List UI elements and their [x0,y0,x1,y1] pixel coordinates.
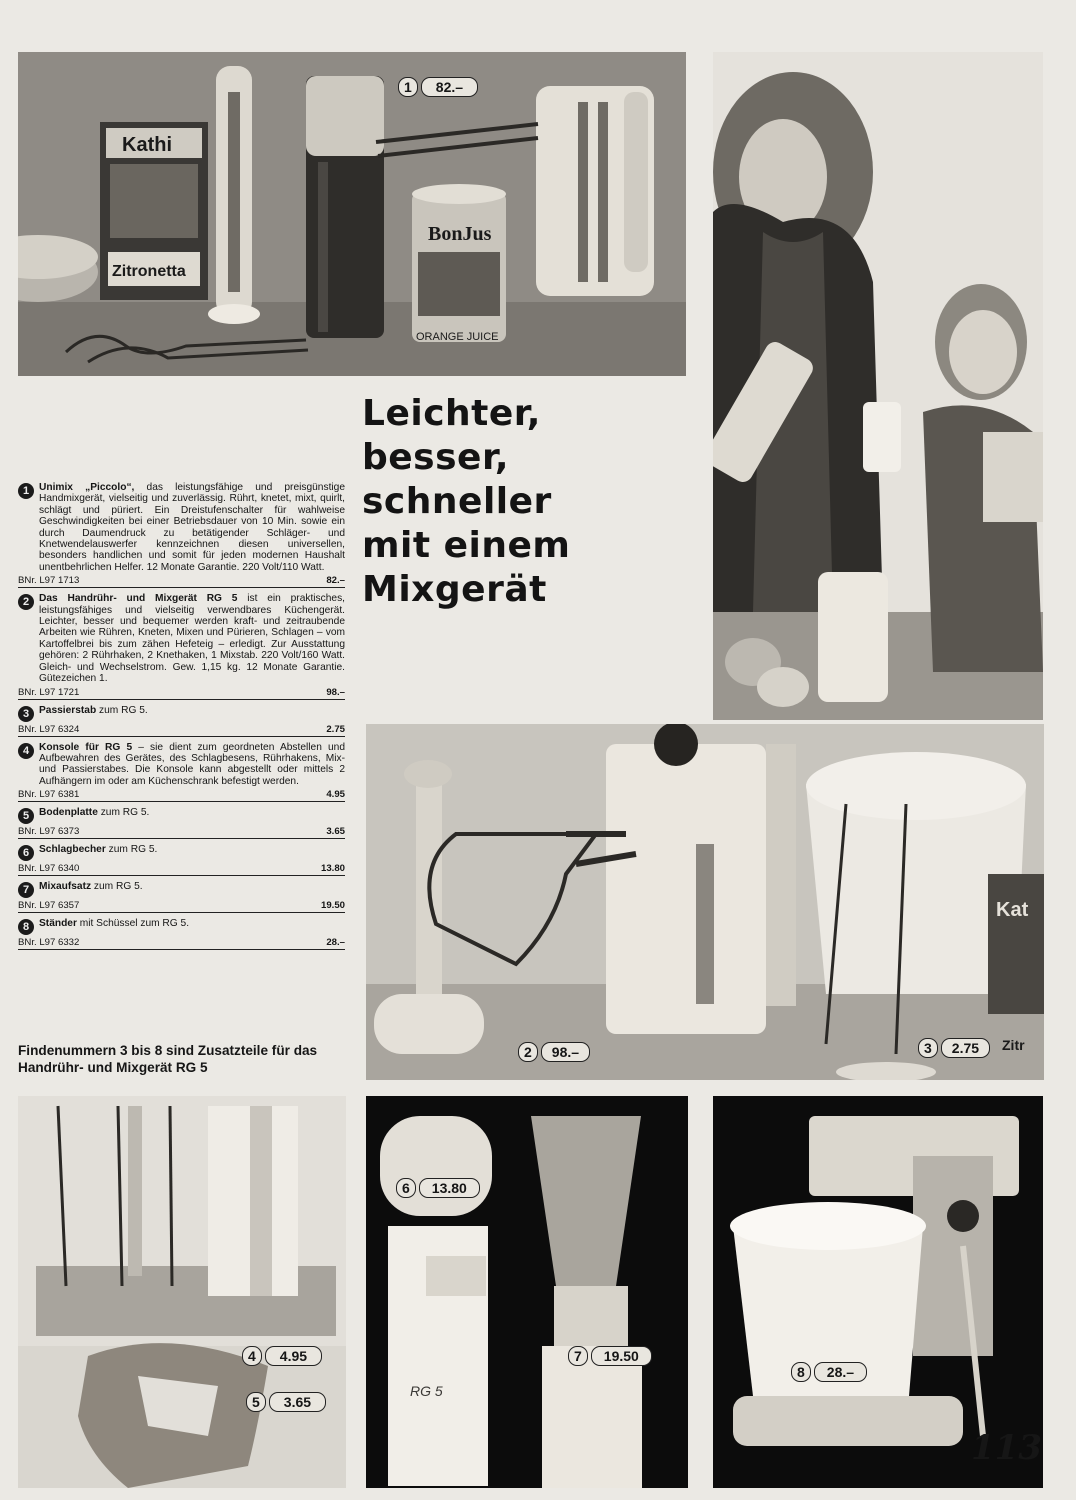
headline [362,392,570,612]
order-line [18,861,345,876]
item-description [39,705,148,716]
order-line [18,898,345,913]
list-item [18,881,345,913]
price-tag-price: 13.80 [419,1178,480,1198]
price-tag-number: 1 [398,77,418,97]
bonjus-label: BonJus [428,223,492,245]
item-desc-text: zum RG 5. [96,704,148,716]
item-number-badge: 2 [18,594,34,610]
list-item [18,807,345,839]
item-description [39,807,149,818]
item-name: Mixaufsatz [39,881,92,893]
price-tag-number: 5 [246,1392,266,1412]
photo-mother-and-child [713,52,1043,720]
order-line [18,935,345,950]
order-number: BNr. L97 6381 [18,789,80,801]
kathi-box-label: Kathi [122,134,172,156]
price-tag-price: 28.– [814,1362,867,1382]
item-price: 82.– [326,575,345,587]
item-name: Das Handrühr- und Mixgerät RG 5 [39,593,238,605]
item-desc-text: ist ein praktisches, leistungsfähiges und vielseitig verwendbares Küchengerät. Leichter, besser und bequemer werden kraft- und zeitraubende Arbeiten wie Rühren, Kneten, Mixen und Pürieren, Schlagen – vom Kartoffelbrei bis zum zähen Hefeteig – erledigt. Zur Ausstattung gehören: 2 Rührhaken, 2 Knethaken, 1 Mixstab. 220 Volt/160 Watt. Gleich- und Wechselstrom. Gew. 1,15 kg. 12 Monate Garantie. Gütezeichen 1. [39,593,345,685]
item-price: 19.50 [320,900,345,912]
item-price: 98.– [326,686,345,698]
price-tag-number: 3 [918,1038,938,1058]
item-name: Passierstab [39,704,97,716]
price-tag-number: 7 [568,1346,588,1366]
order-line [18,824,345,839]
orange-juice-label: ORANGE JUICE [416,331,499,343]
price-tag-6 [396,1178,480,1198]
order-number: BNr. L97 6332 [18,937,80,949]
price-tag-number: 6 [396,1178,416,1198]
price-tag-price: 19.50 [591,1346,652,1366]
item-name: Konsole für RG 5 [39,741,133,753]
order-number: BNr. L97 6340 [18,863,80,875]
footnote: Findenummern 3 bis 8 sind Zusatzteile für das Handrühr- und Mixgerät RG 5 [18,1043,318,1075]
item-number-badge: 1 [18,483,34,499]
rg5-brand-label: RG 5 [410,1383,443,1399]
price-tag-price: 3.65 [269,1392,326,1412]
list-item [18,844,345,876]
price-tag-price: 2.75 [941,1038,990,1058]
item-description [39,918,189,929]
item-list [18,482,345,955]
item-price: 3.65 [326,826,345,838]
headline-line: schneller [362,481,552,522]
item-number-badge: 7 [18,882,34,898]
price-tag-7 [568,1346,652,1366]
price-tag-5 [246,1392,326,1412]
item-price: 28.– [326,937,345,949]
page-number: 113 [971,1428,1042,1468]
list-item [18,482,345,588]
photo-product-lineup [18,52,686,376]
list-item [18,918,345,950]
item-number-badge: 3 [18,706,34,722]
price-tag-price: 82.– [421,77,478,97]
headline-line: Leichter, [362,393,541,434]
photo-beater-cup-blender [366,1096,688,1488]
item-number-badge: 6 [18,845,34,861]
headline-line: Mixgerät [362,569,547,610]
headline-line: besser, [362,437,510,478]
item-desc-text: das leistungsfähige und preisgünstige Handmixgerät, vielseitig und zuverlässig. Rührt, knetet, mixt, quirlt, schlägt und püriert. Ein Dreistufenschalter für wahlweise Geschwindigkeiten bei einer Betriebsdauer von 10 Min. sowie ein durch Daumendruck zu betätigender Schläger- und Knetwendelauswerfer kennzeichnen diesen universellen, besonders handlichen und somit für jeden modernen Haushalt unentbehrlichen Helfer. 12 Monate Garantie. 220 Volt/110 Watt. [39,482,345,573]
order-number: BNr. L97 6357 [18,900,80,912]
order-line [18,722,345,737]
price-tag-8 [791,1362,867,1382]
kathi-box-label-2: Kat [996,899,1029,921]
item-description [39,482,345,573]
price-tag-2 [518,1042,590,1062]
item-number-badge: 4 [18,743,34,759]
item-description [39,742,345,788]
item-desc-text: – sie dient zum geordneten Abstellen und Aufbewahren des Gerätes, des Schlagbesens, Rührhakens, Mix- und Passierstabes. Die Konsole kann abgestellt oder mittels 2 Aufhängern im oder am Küchenschrank befestigt werden. [39,741,345,787]
order-number: BNr. L97 6324 [18,723,80,735]
item-desc-text: mit Schüssel zum RG 5. [76,918,190,930]
order-number: BNr. L97 6373 [18,826,80,838]
headline-line: mit einem [362,525,571,566]
item-number-badge: 8 [18,919,34,935]
item-name: Bodenplatte [39,807,98,819]
order-line [18,685,345,700]
price-tag-4 [242,1346,322,1366]
price-tag-number: 8 [791,1362,811,1382]
item-description [39,593,345,684]
price-tag-price: 98.– [541,1042,590,1062]
zitro-label-2: Zitr [1002,1037,1025,1053]
item-name: Schlagbecher [39,844,106,856]
item-desc-text: zum RG 5. [105,844,158,856]
list-item [18,593,345,699]
list-item [18,705,345,737]
item-desc-text: zum RG 5. [91,881,143,893]
item-price: 2.75 [326,723,345,735]
order-number: BNr. L97 1713 [18,575,80,587]
item-description [39,881,143,892]
zitronetta-box-label: Zitronetta [112,263,186,280]
item-description [39,844,157,855]
order-line [18,573,345,588]
photo-console-baseplate [18,1096,346,1488]
item-name: Ständer [39,918,77,930]
item-name: Unimix „Piccolo“, [39,482,135,493]
item-number-badge: 5 [18,808,34,824]
price-tag-number: 4 [242,1346,262,1366]
list-item [18,742,345,803]
price-tag-number: 2 [518,1042,538,1062]
photo-rg5-mixer-set [366,724,1044,1080]
order-number: BNr. L97 1721 [18,686,80,698]
item-price: 13.80 [320,863,345,875]
item-price: 4.95 [326,789,345,801]
price-tag-1 [398,77,478,97]
price-tag-3 [918,1038,990,1058]
price-tag-price: 4.95 [265,1346,322,1366]
order-line [18,787,345,802]
item-desc-text: zum RG 5. [97,807,150,819]
